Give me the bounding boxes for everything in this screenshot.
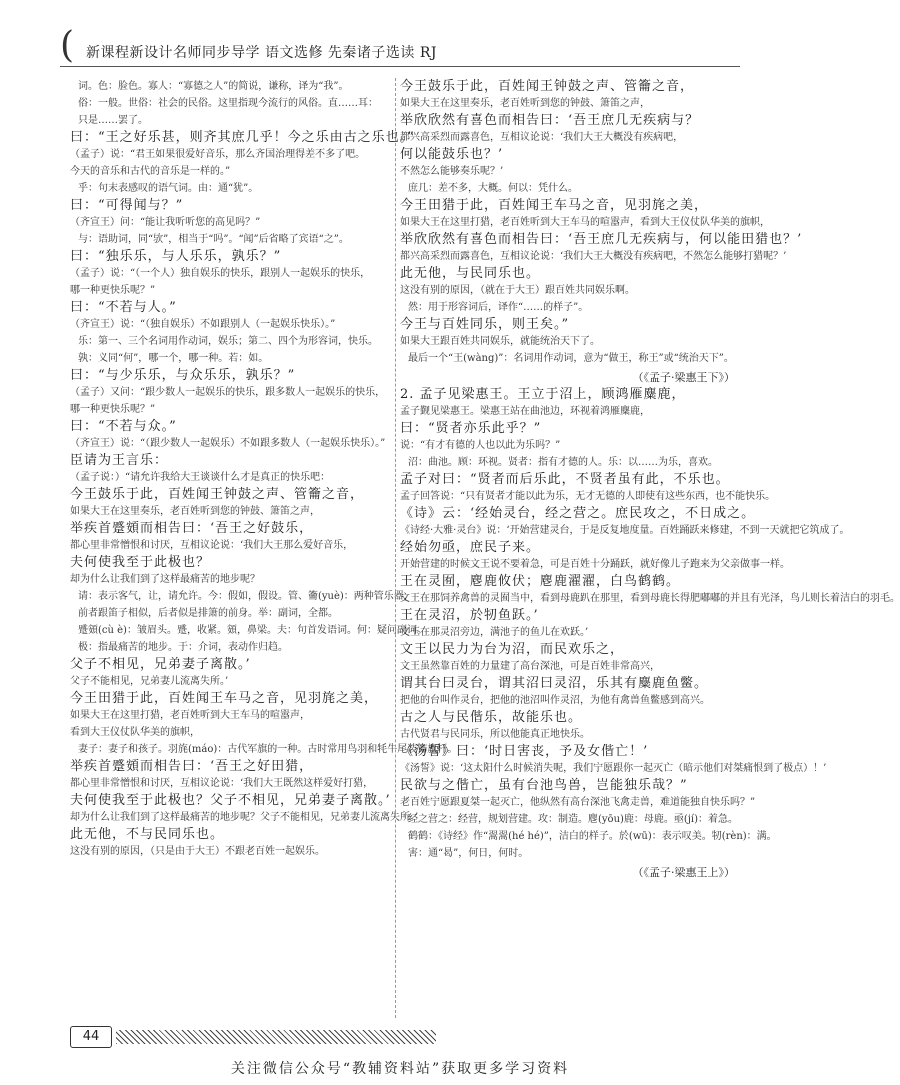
classical-text-line: 何以能鼓乐也？’ — [400, 147, 504, 162]
column-divider — [395, 78, 396, 1018]
annotation-note: 俗：一般。世俗：社会的民俗。这里指现今流行的风俗。直……耳： — [78, 98, 378, 109]
translation-line: 文王在那饲养禽兽的灵囿当中，看到母鹿趴在那里，看到母鹿长得肥嘟嘟的并且有光泽，鸟儿则长着洁白的羽毛。 — [400, 593, 900, 604]
translation-line: （齐宣王）问：“能让我听听您的高见吗？” — [70, 217, 261, 228]
translation-line: 如果大王在这里奏乐，老百姓听到您的钟鼓、箫笛之声， — [400, 98, 650, 109]
classical-text-line: 今王鼓乐于此，百姓闻王钟鼓之声、管籥之音， — [70, 487, 365, 502]
translation-line: （齐宣王）说：“（独自娱乐）不如跟别人（一起娱乐快乐）。” — [70, 319, 336, 330]
translation-line: 不然怎么能够奏乐呢？’ — [400, 166, 504, 177]
source-citation: （《孟子·梁惠王上》） — [632, 866, 735, 879]
classical-text-line: 父子不相见，兄弟妻子离散。’ — [70, 657, 251, 672]
translation-line: （孟子）又问：“跟少数人一起娱乐的快乐，跟多数人一起娱乐的快乐， — [70, 387, 386, 398]
classical-text-line: 2. 孟子见梁惠王。王立于沼上，顾鸿雁麋鹿， — [400, 387, 686, 402]
classical-text-line: 《汤誓》曰：‘时日害丧，予及女偕亡！’ — [400, 744, 649, 759]
annotation-note: 与：语助词，同“欤”，相当于“吗”。“闻”后省略了宾语“之”。 — [78, 234, 349, 245]
classical-text-line: 曰：“与少乐乐，与众乐乐，孰乐？” — [70, 368, 296, 383]
page-footer — [70, 1026, 730, 1048]
classical-text-line: 曰：“独乐乐，与人乐乐，孰乐？” — [70, 249, 282, 264]
classical-text-line: 经始勿亟，庶民子来。 — [400, 540, 541, 555]
translation-line: 《汤誓》说：‘这太阳什么时候消失呢，我们宁愿跟你一起灭亡（暗示他们对桀痛恨到了极点）！’ — [400, 763, 827, 774]
translation-line: 《诗经·大雅·灵台》说：‘开始营建灵台，于是反复地度量。百姓踊跃来修建，不到一天就把它筑成了。 — [400, 525, 850, 536]
classical-text-line: 举疾首蹙頞而相告曰：‘吾王之好鼓乐， — [70, 521, 314, 536]
annotation-note: 鹤鹤：《诗经》作“翯翯(hé hé)”，洁白的样子。於(wū)：表示叹美。牣(rèn)：满。 — [408, 831, 777, 842]
translation-line: 哪一种更快乐呢？” — [70, 285, 156, 296]
annotation-note: 乐：第一、三个名词用作动词，娱乐；第二、四个为形容词，快乐。 — [78, 336, 378, 347]
annotation-note: 极：指最痛苦的地步。于：介词，表动作归趋。 — [78, 642, 288, 653]
page-number: 44 — [70, 1026, 112, 1048]
classical-text-line: 此无他，与民同乐也。 — [400, 266, 541, 281]
classical-text-line: 王在灵沼，於牣鱼跃。’ — [400, 608, 539, 623]
translation-line: （齐宣王）说：“（跟少数人一起娱乐）不如跟多数人（一起娱乐快乐）。” — [70, 438, 386, 449]
translation-line: 哪一种更快乐呢？” — [70, 404, 156, 415]
annotation-note: 蹙頞(cù è)：皱眉头。蹙，收紧。頞，鼻梁。夫：句首发语词。何：疑问副词。 — [78, 625, 427, 636]
translation-line: 把他的台叫作灵台，把他的池沼叫作灵沼，为他有禽兽鱼鳖感到高兴。 — [400, 695, 710, 706]
right-text-column — [400, 78, 900, 1038]
translation-line: 今天的音乐和古代的音乐是一样的。” — [70, 166, 231, 177]
annotation-note: 经之营之：经营，规划营建。攻：制造。麀(yōu)鹿：母鹿。亟(jí)：着急。 — [408, 814, 739, 825]
annotation-note: 庶几：差不多，大概。何以：凭什么。 — [408, 183, 578, 194]
header-title: 新课程新设计名师同步导学 语文选修 先秦诸子选读 RJ — [86, 45, 438, 61]
annotation-note: 前者跟笛子相似，后者似是排箫的前身。举：副词，全都。 — [78, 608, 338, 619]
translation-line: 文王在那灵沼旁边，满池子的鱼儿在欢跃。’ — [400, 627, 589, 638]
page-header — [60, 25, 740, 67]
classical-text-line: 古之人与民偕乐，故能乐也。 — [400, 710, 583, 725]
classical-text-line: 民欲与之偕亡，虽有台池鸟兽，岂能独乐哉？” — [400, 778, 688, 793]
translation-line: 老百姓宁愿跟夏桀一起灭亡，他纵然有高台深池飞禽走兽，难道能独自快乐吗？” — [400, 797, 756, 808]
translation-line: 如果大王在这里打猎，老百姓听到大王车马的喧嚣声，看到大王仪仗队华美的旗帜， — [400, 217, 770, 228]
translation-line: 却为什么让我们到了这样最痛苦的地步呢？ — [70, 574, 260, 585]
annotation-note: 沼：曲池。顾：环视。贤者：指有才德的人。乐：以……为乐，喜欢。 — [408, 457, 718, 468]
annotation-note: 孰：义同“何”，哪一个，哪一种。若：如。 — [78, 353, 269, 364]
classical-text-line: 《诗》云：‘经始灵台，经之营之。庶民攻之，不日成之。 — [400, 506, 756, 521]
annotation-note: 害：通“曷”，何日，何时。 — [408, 848, 529, 859]
translation-line: 文王虽然靠百姓的力量建了高台深池，可是百姓非常高兴， — [400, 661, 660, 672]
classical-text-line: 孟子对曰：“贤者而后乐此，不贤者虽有此，不乐也。 — [400, 472, 730, 487]
translation-line: （孟子说：）“请允许我给大王谈谈什么才是真正的快乐吧： — [70, 472, 331, 483]
classical-text-line: 举欣欣然有喜色而相告曰：‘吾王庶几无疾病与，何以能田猎也？’ — [400, 232, 803, 247]
classical-text-line: 文王以民力为台为沼，而民欢乐之， — [400, 642, 625, 657]
translation-line: 都兴高采烈而露喜色，互相议论说：‘我们大王大概没有疾病吧，不然怎么能够打猎呢？’ — [400, 251, 787, 262]
header-brace-ornament: ( — [60, 25, 75, 66]
classical-text-line: 臣请为王言乐： — [70, 453, 169, 468]
classical-text-line: 曰：“不若与人。” — [70, 300, 177, 315]
translation-line: 如果大王在这里奏乐，老百姓听到您的钟鼓、箫笛之声， — [70, 506, 320, 517]
translation-line: 孟子觐见梁惠王。梁惠王站在曲池边，环视着鸿雁麋鹿， — [400, 406, 650, 417]
annotation-note: 然：用于形容词后，译作“……的样子”。 — [408, 302, 589, 313]
translation-line: 都兴高采烈而露喜色，互相议论说：‘我们大王大概没有疾病吧， — [400, 132, 684, 143]
classical-text-line: 夫何使我至于此极也？父子不相见，兄弟妻子离散。’ — [70, 793, 391, 808]
translation-line: 这没有别的原因，（只是由于大王）不跟老百姓一起娱乐。 — [70, 846, 325, 857]
classical-text-line: 谓其台曰灵台，谓其沼曰灵沼，乐其有麋鹿鱼鳖。 — [400, 676, 709, 691]
classical-text-line: 王在灵囿，麀鹿攸伏；麀鹿濯濯，白鸟鹤鹤。 — [400, 574, 681, 589]
source-citation: （《孟子·梁惠王下》） — [632, 371, 735, 384]
classical-text-line: 今王田猎于此，百姓闻王车马之音，见羽旄之美， — [70, 691, 379, 706]
annotation-note: 只是……罢了。 — [78, 115, 148, 126]
classical-text-line: 举疾首蹙頞而相告曰：‘吾王之好田猎， — [70, 759, 314, 774]
classical-text-line: 曰：“王之好乐甚，则齐其庶几乎！今之乐由古之乐也。” — [70, 130, 415, 145]
translation-line: 说：“有才有德的人也以此为乐吗？” — [400, 440, 561, 451]
classical-text-line: 今王田猎于此，百姓闻王车马之音，见羽旄之美， — [400, 198, 709, 213]
translation-line: 开始营建的时候文王说不要着急，可是百姓十分踊跃，就好像儿子跑来为父亲做事一样。 — [400, 559, 790, 570]
classical-text-line: 今王与百姓同乐，则王矣。” — [400, 317, 570, 332]
annotation-note: 词。色：脸色。寡人：“寡德之人”的简说，谦称，译为“我”。 — [78, 81, 349, 92]
annotation-note: 乎：句末表感叹的语气词。由：通“犹”。 — [78, 183, 259, 194]
translation-line: 看到大王仪仗队华美的旗帜， — [70, 727, 200, 738]
classical-text-line: 夫何使我至于此极也？ — [70, 555, 211, 570]
promo-banner: 关注微信公众号“教辅资料站”获取更多学习资料 — [230, 1061, 570, 1077]
classical-text-line: 今王鼓乐于此，百姓闻王钟鼓之声、管籥之音， — [400, 79, 695, 94]
translation-line: 都心里非常憎恨和讨厌，互相议论说：‘我们大王那么爱好音乐， — [70, 540, 354, 551]
footer-hatch-decoration — [116, 1030, 436, 1044]
translation-line: 如果大王在这里打猎，老百姓听到大王车马的喧嚣声， — [70, 710, 310, 721]
annotation-note: 最后一个“王(wàng)”：名词用作动词，意为“做王，称王”或“统治天下”。 — [408, 353, 734, 364]
translation-line: 都心里非常憎恨和讨厌，互相议论说：‘我们大王既然这样爱好打猎， — [70, 778, 374, 789]
classical-text-line: 举欣欣然有喜色而相告曰：‘吾王庶几无疾病与？ — [400, 113, 700, 128]
classical-text-line: 此无他，不与民同乐也。 — [70, 827, 225, 842]
annotation-note: 妻子：妻子和孩子。羽旄(máo)：古代军旗的一种。古时常用鸟羽和牦牛尾装饰旗杆。 — [78, 744, 458, 755]
classical-text-line: 曰：“贤者亦乐此乎？” — [400, 421, 542, 436]
translation-line: 孟子回答说：“只有贤者才能以此为乐，无才无德的人即使有这些东西，也不能快乐。 — [400, 491, 776, 502]
translation-line: 如果大王跟百姓共同娱乐，就能统治天下了。 — [400, 336, 600, 347]
classical-text-line: 曰：“可得闻与？” — [70, 198, 184, 213]
translation-line: 古代贤君与民同乐，所以他能真正地快乐。 — [400, 729, 590, 740]
annotation-note: 请：表示客气，让，请允许。今：假如，假设。管、籥(yuè)：两种管乐器， — [78, 591, 414, 602]
translation-line: 父子不能相见，兄弟妻儿流离失所。’ — [70, 676, 229, 687]
translation-line: 这没有别的原因，（就在于大王）跟百姓共同娱乐啊。 — [400, 285, 635, 296]
translation-line: （孟子）说：“（一个人）独自娱乐的快乐，跟别人一起娱乐的快乐， — [70, 268, 371, 279]
classical-text-line: 曰：“不若与众。” — [70, 419, 177, 434]
translation-line: （孟子）说：“君王如果很爱好音乐，那么齐国治理得差不多了吧。 — [70, 149, 366, 160]
translation-line: 却为什么让我们到了这样最痛苦的地步呢？父子不能相见，兄弟妻儿流离失所。’ — [70, 812, 419, 823]
